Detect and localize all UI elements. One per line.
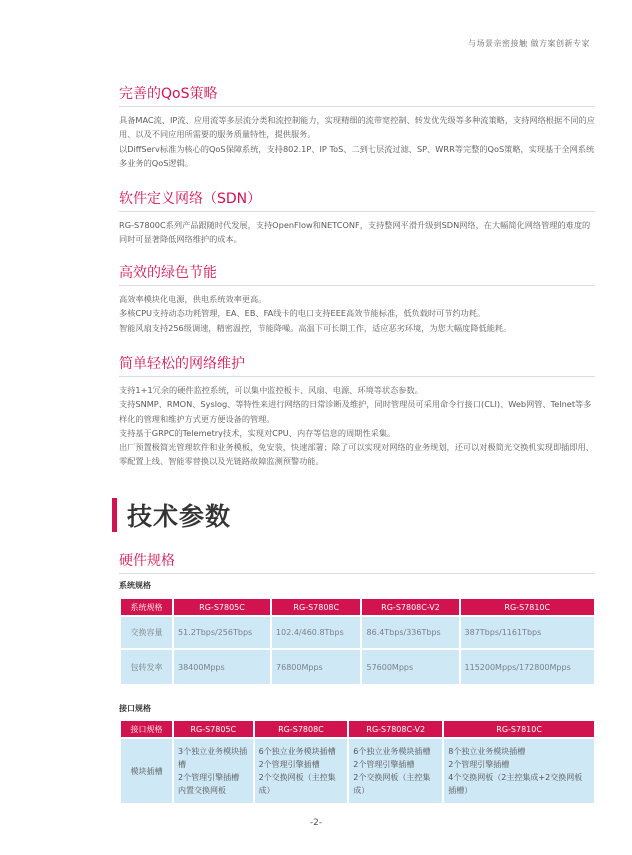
table-cell: 115200Mpps/172800Mpps bbox=[461, 650, 594, 684]
table-header-cell: RG-S7808C bbox=[255, 721, 348, 737]
section-title: 简单轻松的网络维护 bbox=[119, 355, 595, 377]
section-title: 完善的QoS策略 bbox=[119, 85, 595, 107]
table-header-cell: 系统规格 bbox=[121, 599, 172, 615]
big-heading-text: 技术参数 bbox=[127, 502, 232, 531]
interface-spec-table bbox=[119, 719, 596, 805]
system-spec-table bbox=[119, 597, 596, 686]
section-maintenance bbox=[119, 355, 595, 469]
page-number: -2- bbox=[309, 818, 323, 828]
table-header-row bbox=[121, 599, 594, 615]
table-row bbox=[121, 739, 594, 803]
big-heading bbox=[112, 497, 231, 533]
table-cell: 3个独立业务模块插槽 2个管理引擎插槽 内置交换网板 bbox=[174, 739, 253, 803]
table-header-row bbox=[121, 721, 594, 737]
table-row bbox=[121, 617, 594, 648]
table-header-cell: RG-S7810C bbox=[461, 599, 594, 615]
section-title: 高效的绿色节能 bbox=[119, 264, 595, 286]
table-cell: 51.2Tbps/256Tbps bbox=[174, 617, 270, 648]
table-cell: 38400Mpps bbox=[174, 650, 270, 684]
table-cell: 76800Mpps bbox=[272, 650, 360, 684]
section-title: 软件定义网络（SDN） bbox=[119, 190, 595, 212]
accent-bar bbox=[112, 498, 117, 532]
table-row bbox=[121, 650, 594, 684]
table-header-cell: RG-S7808C-V2 bbox=[349, 721, 442, 737]
table2-label: 接口规格 bbox=[119, 704, 151, 713]
table-cell: 86.4Tbps/336Tbps bbox=[362, 617, 458, 648]
sub-heading: 硬件规格 bbox=[119, 550, 595, 574]
paragraph: 支持基于GRPC的Telemetry技术，实现对CPU、内存等信息的周期性采集。 bbox=[119, 427, 396, 438]
table-header-cell: RG-S7808C-V2 bbox=[362, 599, 458, 615]
paragraph: 智能风扇支持256级调速，精密温控，节能降噪。高温下可长期工作，适应恶劣环境，为您大幅度降低能耗。 bbox=[119, 322, 512, 333]
table-cell: 8个独立业务模块插槽 2个管理引擎插槽 4个交换网板（2主控集成+2交换网板插槽） bbox=[444, 739, 594, 803]
paragraph: 支持1+1冗余的硬件监控系统，可以集中监控板卡、风扇、电源、环境等状态参数。 bbox=[119, 385, 423, 395]
table-cell: 102.4/460.8Tbps bbox=[272, 617, 360, 648]
table-cell: 57600Mpps bbox=[362, 650, 458, 684]
table-header-cell: 接口规格 bbox=[121, 721, 172, 737]
paragraph: 出厂预置极简光管理软件和业务模板，免安装，快速部署；除了可以实现对网络的业务规划，还可以对极简光交换机实现即插即用、零配置上线、智能零替换以及光链路故障监测预警功能。 bbox=[119, 442, 594, 467]
paragraph: 具备MAC流、IP流、应用流等多层流分类和流控制能力，实现精细的流带宽控制、转发优先级等多种流策略，支持网络根据不同的应用、以及不同应用所需要的服务质量特性，提供服务。 bbox=[119, 115, 595, 140]
row-header-cell: 包转发率 bbox=[121, 650, 172, 684]
paragraph: 支持SNMP、RMON、Syslog、等特性来进行网络的日常诊断及维护，同时管理员可采用命令行接口(CLI)、Web网管、Telnet等多样化的管理和维护方式更方便设备的管理。 bbox=[119, 399, 592, 424]
row-header-cell: 模块插槽 bbox=[121, 739, 172, 803]
paragraph: RG-S7800C系列产品跟随时代发展，支持OpenFlow和NETCONF，支持整网平滑升级到SDN网络，在大幅简化网络管理的难度的同时可显著降低网络维护的成本。 bbox=[119, 220, 591, 245]
section-sdn bbox=[119, 190, 595, 247]
tagline: 与场景亲密接触 做方案创新专家 bbox=[467, 39, 590, 48]
table1-label: 系统规格 bbox=[119, 581, 151, 590]
row-header-cell: 交换容量 bbox=[121, 617, 172, 648]
table-header-cell: RG-S7808C bbox=[272, 599, 360, 615]
table-cell: 6个独立业务模块插槽 2个管理引擎插槽 2个交换网板（主控集成） bbox=[349, 739, 442, 803]
table-header-cell: RG-S7805C bbox=[174, 599, 270, 615]
section-green bbox=[119, 264, 595, 335]
paragraph: 以DiffServ标准为核心的QoS保障系统，支持802.1P、IP ToS、二到七层流过滤、SP、WRR等完整的QoS策略，实现基于全网系统多业务的QoS逻辑。 bbox=[119, 143, 595, 168]
table-header-cell: RG-S7810C bbox=[444, 721, 594, 737]
section-qos bbox=[119, 85, 595, 170]
table-header-cell: RG-S7805C bbox=[174, 721, 253, 737]
paragraph: 多核CPU支持动态功耗管理，EA、EB、FA线卡的电口支持EEE高效节能标准，低负载时可节约功耗。 bbox=[119, 308, 486, 319]
table-cell: 6个独立业务模块插槽 2个管理引擎插槽 2个交换网板（主控集成） bbox=[255, 739, 348, 803]
table-cell: 387Tbps/1161Tbps bbox=[461, 617, 594, 648]
paragraph: 高效率模块化电源，供电系统效率更高。 bbox=[119, 294, 267, 304]
